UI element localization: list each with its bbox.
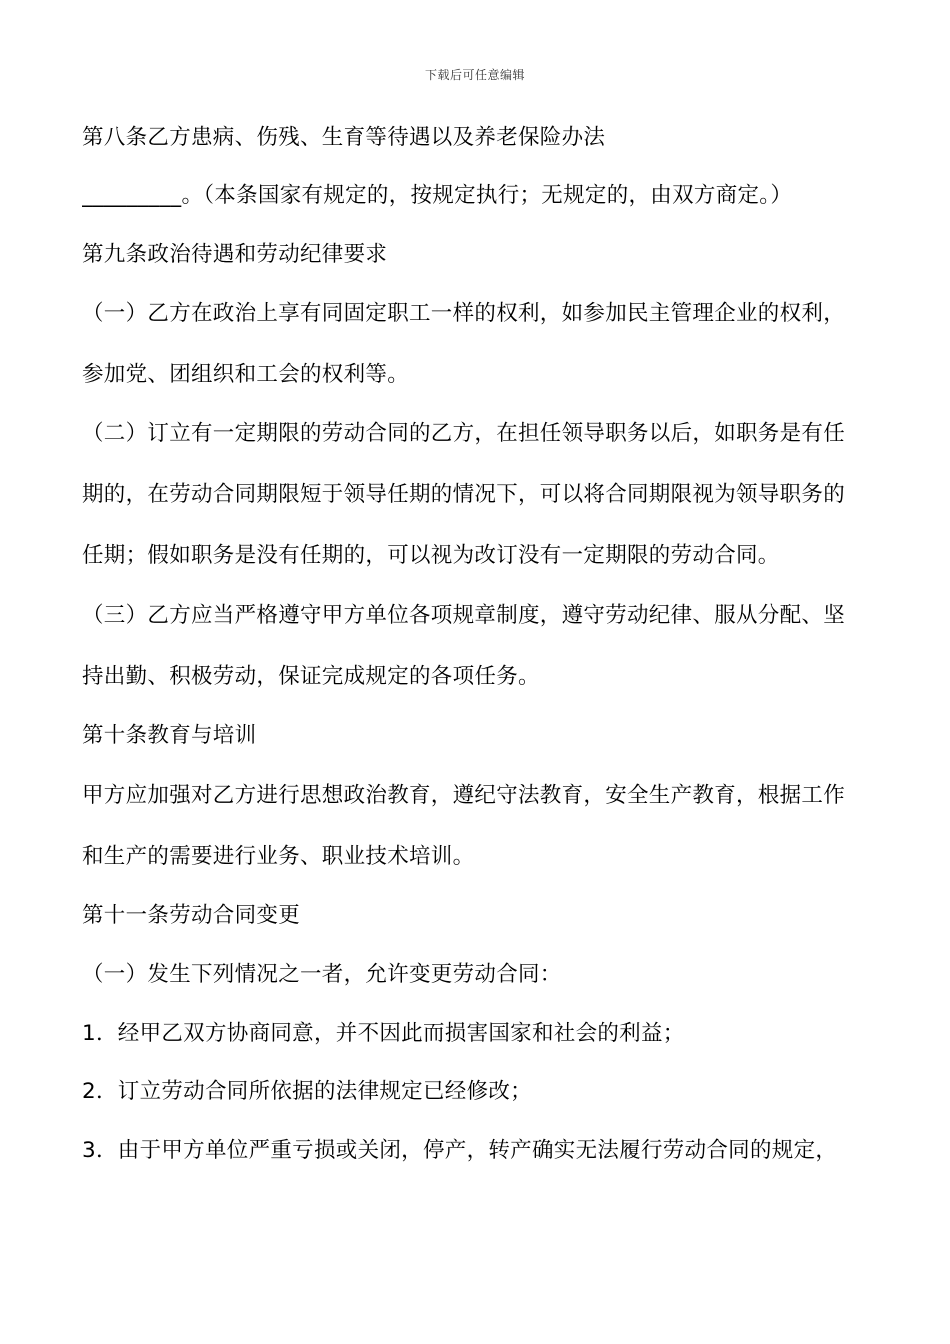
article-10-body-line-2: 和生产的需要进行业务、职业技术培训。 (82, 844, 475, 869)
article-9-clause-2-line-2: 期的，在劳动合同期限短于领导任期的情况下，可以将合同期限视为领导职务的 (82, 482, 846, 507)
article-9-clause-1-line-2: 参加党、团组织和工会的权利等。 (82, 362, 410, 387)
article-11-clause-1: （一）发生下列情况之一者，允许变更劳动合同： (82, 962, 562, 987)
article-9-clause-3-line-1: （三）乙方应当严格遵守甲方单位各项规章制度，遵守劳动纪律、服从分配、坚 (82, 603, 846, 628)
article-11-item-2: 2．订立劳动合同所依据的法律规定已经修改； (82, 1079, 532, 1104)
article-9-clause-3-line-2: 持出勤、积极劳动，保证完成规定的各项任务。 (82, 664, 540, 689)
article-10-title: 第十条教育与培训 (82, 723, 257, 748)
article-10-body-line-1: 甲方应加强对乙方进行思想政治教育，遵纪守法教育，安全生产教育，根据工作 (82, 783, 846, 808)
article-11-item-1: 1．经甲乙双方协商同意，并不因此而损害国家和社会的利益； (82, 1021, 685, 1046)
article-11-title: 第十一条劳动合同变更 (82, 903, 301, 928)
article-9-clause-2-line-1: （二）订立有一定期限的劳动合同的乙方，在担任领导职务以后，如职务是有任 (82, 421, 846, 446)
article-11-item-3: 3．由于甲方单位严重亏损或关闭，停产，转产确实无法履行劳动合同的规定， (82, 1138, 838, 1163)
article-8-title: 第八条乙方患病、伤残、生育等待遇以及养老保险办法 (82, 125, 606, 150)
article-9-clause-2-line-3: 任期；假如职务是没有任期的，可以视为改订没有一定期限的劳动合同。 (82, 543, 780, 568)
article-8-blank-line: _________。（本条国家有规定的，按规定执行；无规定的，由双方商定。） (82, 183, 793, 208)
article-9-title: 第九条政治待遇和劳动纪律要求 (82, 242, 388, 267)
page-header-note: 下载后可任意编辑 (424, 68, 525, 82)
article-9-clause-1-line-1: （一）乙方在政治上享有同固定职工一样的权利，如参加民主管理企业的权利， (82, 301, 846, 326)
